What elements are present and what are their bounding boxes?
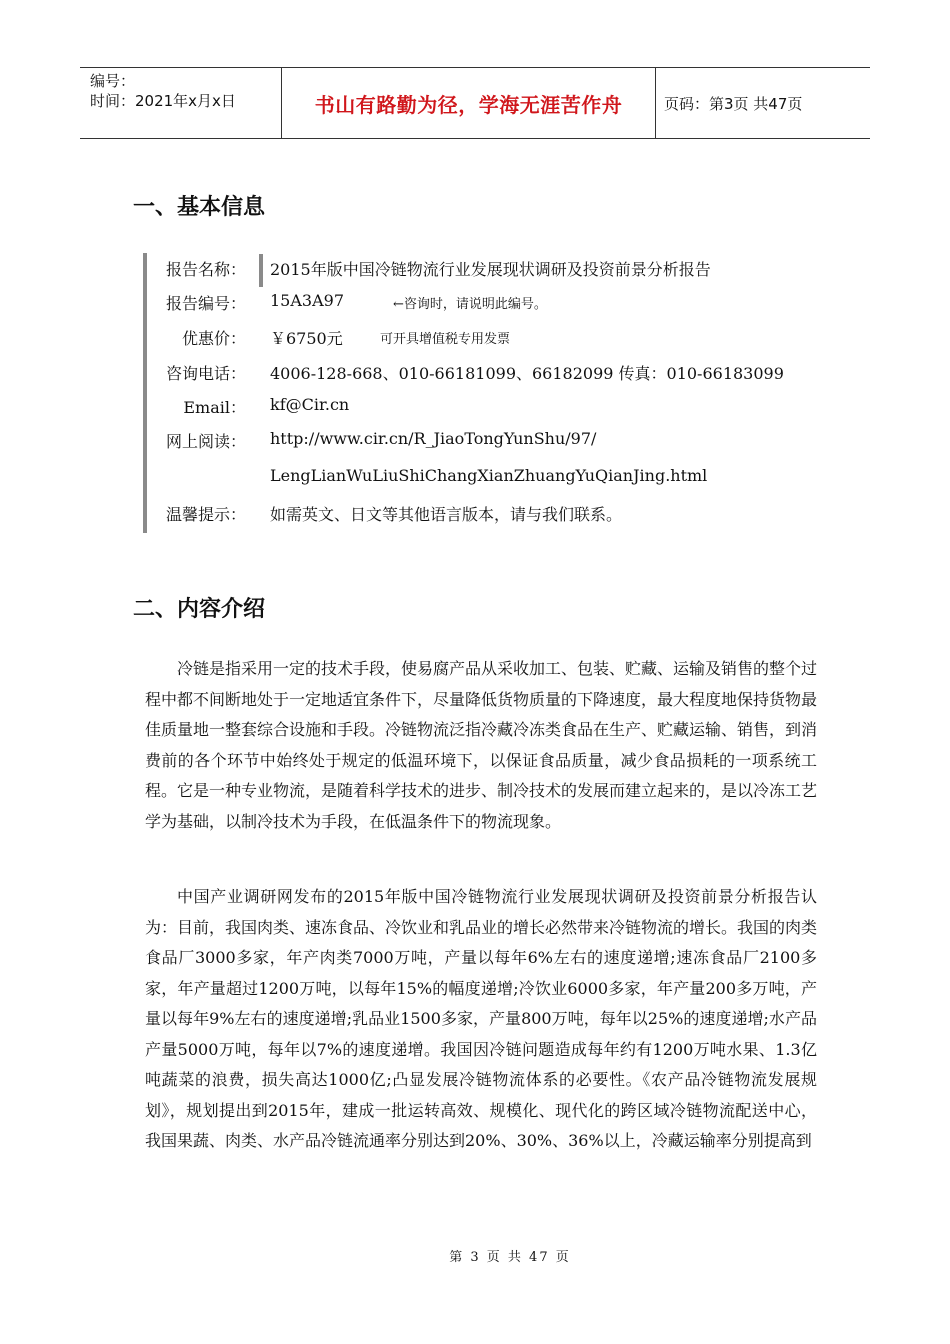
info-value: 15A3A97 [270, 291, 345, 310]
header-meta-cell [80, 68, 282, 138]
info-label: 报告名称： [165, 260, 246, 279]
info-row-report-name [150, 257, 850, 283]
info-value: 4006-128-668、010-66181099、66182099 传真：010-66183099 [270, 364, 784, 383]
online-read-link[interactable]: http://www.cir.cn/R_JiaoTongYunShu/97/ [270, 429, 597, 448]
header-code-label: 编号： [90, 72, 136, 90]
info-row-email [150, 395, 850, 421]
info-row-tip [150, 502, 850, 528]
info-label: 温馨提示： [165, 505, 246, 524]
section-basic-info-title: 一、基本信息 [133, 195, 266, 220]
info-row-online-read-cont [150, 466, 850, 492]
info-row-phone [150, 361, 850, 387]
section-content-intro-title: 二、内容介绍 [133, 597, 266, 622]
info-label: 网上阅读： [165, 432, 246, 451]
info-row-price [150, 326, 850, 352]
info-row-report-code [150, 291, 850, 317]
page-footer: 第 3 页 共 47 页 [449, 1250, 571, 1265]
header-motto: 书山有路勤为径，学海无涯苦作舟 [282, 68, 656, 138]
info-label: Email： [183, 398, 246, 417]
online-read-link-cont[interactable]: LengLianWuLiuShiChangXianZhuangYuQianJing.html [270, 466, 708, 485]
intro-paragraph: 冷链是指采用一定的技术手段，使易腐产品从采收加工、包装、贮藏、运输及销售的整个过程中都不间断地处于一定地适宜条件下，尽量降低货物质量的下降速度，最大程度地保持货物最佳质量地一整套综合设施和手段。冷链物流泛指冷藏冷冻类食品在生产、贮藏运输、销售，到消费前的各个环节中始终处于规定的低温环境下，以保证食品质量，减少食品损耗的一项系统工程。它是一种专业物流，是随着科学技术的进步、制冷技术的发展而建立起来的，是以冷冻工艺学为基础，以制冷技术为手段，在低温条件下的物流现象。 [145, 659, 818, 831]
info-label: 咨询电话： [165, 364, 246, 383]
info-row-online-read [150, 429, 850, 455]
info-value: ￥6750元 [270, 329, 343, 348]
info-value: 2015年版中国冷链物流行业发展现状调研及投资前景分析报告 [270, 260, 711, 279]
info-value: 如需英文、日文等其他语言版本，请与我们联系。 [270, 505, 623, 524]
info-note: 可开具增值税专用发票 [380, 332, 511, 347]
header-page-info: 页码：第3页 共47页 [664, 94, 803, 113]
info-note: ←咨询时，请说明此编号。 [393, 297, 547, 312]
email-link[interactable]: kf@Cir.cn [270, 395, 350, 414]
intro-paragraph: 中国产业调研网发布的2015年版中国冷链物流行业发展现状调研及投资前景分析报告认为：目前，我国肉类、速冻食品、冷饮业和乳品业的增长必然带来冷链物流的增长。我国的肉类食品厂3000多家，年产肉类7000万吨，产量以每年6%左右的速度递增;速冻食品厂2100多家，年产量超过1200万吨，以每年15%的幅度递增;冷饮业6000多家，年产量200多万吨，产量以每年9%左右的速度递增;乳品业1500多家，产量800万吨，每年以25%的速度递增;水产品产量5000万吨，每年以7%的速度递增。我国因冷链问题造成每年约有1200万吨水果、1.3亿吨蔬菜的浪费，损失高达1000亿;凸显发展冷链物流体系的必要性。《农产品冷链物流发展规划》，规划提出到2015年，建成一批运转高效、规模化、现代化的跨区域冷链物流配送中心，我国果蔬、肉类、水产品冷链流通率分别达到20%、30%、36%以上，冷藏运输率分别提高到 [145, 887, 818, 1150]
info-label: 优惠价： [181, 329, 246, 348]
info-label: 报告编号： [165, 294, 246, 313]
info-block-bar [143, 253, 147, 533]
header-time-label: 时间：2021年x月x日 [90, 92, 236, 110]
page-header [80, 67, 870, 139]
